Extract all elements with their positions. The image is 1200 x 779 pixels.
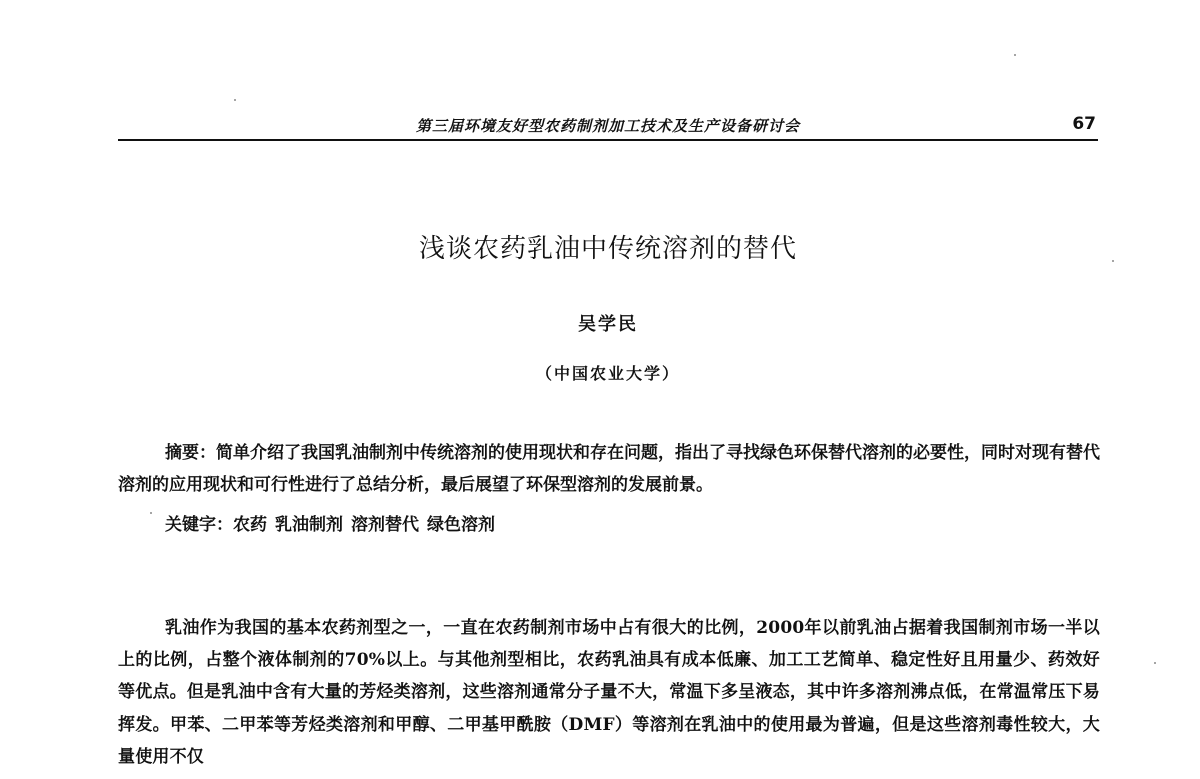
scan-speck (1154, 662, 1156, 664)
page-number: 67 (1072, 114, 1096, 134)
running-title: 第三届环境友好型农药制剂加工技术及生产设备研讨会 (415, 117, 800, 135)
scan-speck (150, 512, 152, 514)
scan-speck (1014, 54, 1016, 56)
keywords (165, 510, 495, 540)
article-title: 浅谈农药乳油中传统溶剂的替代 (418, 234, 797, 264)
abstract-label: 摘要： (165, 443, 216, 463)
author-name: 吴学民 (578, 314, 638, 335)
author-affiliation: （中国农业大学） (535, 364, 680, 383)
abstract-text: 简单介绍了我国乳油制剂中传统溶剂的使用现状和存在问题，指出了寻找绿色环保替代溶剂的必要性，同时对现有替代溶剂的应用现状和可行性进行了总结分析，最后展望了环保型溶剂的发展前景。 (118, 443, 1100, 495)
keyword-term: 乳油制剂 (275, 515, 343, 535)
scan-speck (1112, 260, 1114, 262)
body-paragraph: 乳油作为我国的基本农药剂型之一，一直在农药制剂市场中占有很大的比例，2000年以前乳油占据着我国制剂市场一半以上的比例，占整个液体制剂的70%以上。与其他剂型相比，农药乳油具有成本低廉、加工工艺简单、稳定性好且用量少、药效好等优点。但是乳油中含有大量的芳烃类溶剂，这些溶剂通常分子量不大，常温下多呈液态，其中许多溶剂沸点低，在常温常压下易挥发。甲苯、二甲苯等芳烃类溶剂和甲醇、二甲基甲酰胺（DMF）等溶剂在乳油中的使用最为普遍，但是这些溶剂毒性较大，大量使用不仅 (118, 618, 1100, 767)
keyword-term: 绿色溶剂 (427, 515, 495, 535)
running-header (118, 112, 1098, 142)
keyword-term: 农药 (233, 515, 267, 535)
abstract (118, 437, 1100, 501)
scan-speck (234, 99, 236, 101)
keyword-term: 溶剂替代 (351, 515, 419, 535)
keywords-label: 关键字： (165, 515, 233, 535)
header-rule (118, 139, 1098, 141)
